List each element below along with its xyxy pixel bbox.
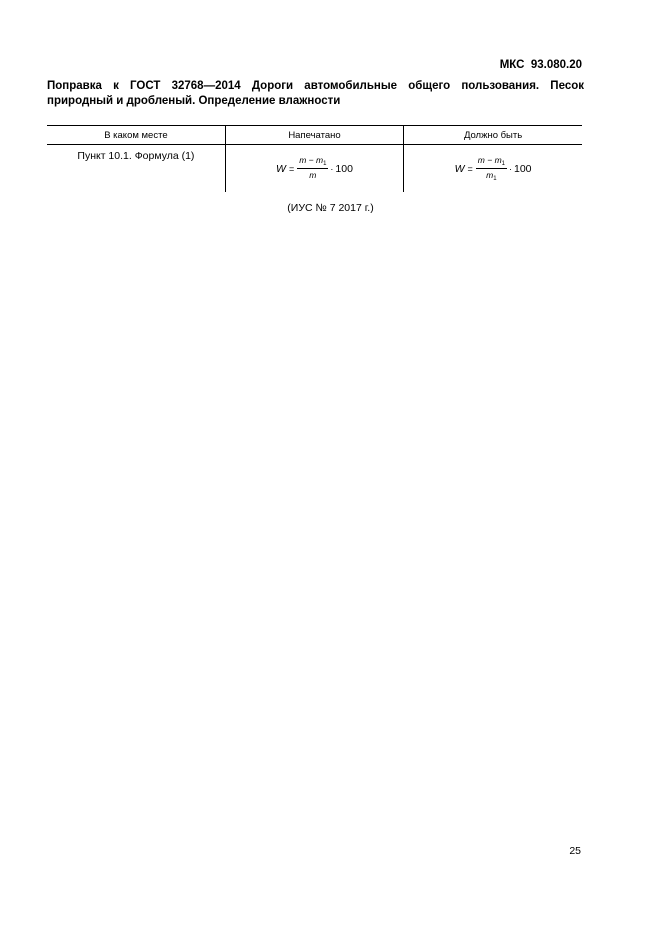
table-row (47, 145, 582, 193)
column-header-printed: Напечатано (225, 126, 403, 145)
formula-dot: · (330, 163, 334, 174)
formula-equals: = (288, 163, 295, 174)
formula-lhs: W (276, 162, 286, 175)
formula-fraction (297, 155, 328, 182)
cell-printed (225, 145, 403, 193)
formula-printed (276, 155, 353, 182)
table-header-row (47, 126, 582, 145)
page-number: 25 (569, 845, 581, 857)
ius-reference: (ИУС № 7 2017 г.) (287, 202, 374, 214)
formula-factor: 100 (514, 162, 532, 175)
mks-code: МКС 93.080.20 (499, 59, 582, 71)
corrections-table (47, 125, 582, 192)
document-title: Поправка к ГОСТ 32768—2014 Дороги автомобильные общего пользования. Песок природный и дробленый. Определение влажности (47, 80, 584, 107)
cell-correct (404, 145, 582, 193)
column-header-correct: Должно быть (404, 126, 582, 145)
formula-fraction (476, 155, 507, 182)
formula-factor: 100 (335, 162, 353, 175)
formula-numerator: $m - m_1$ (299, 155, 327, 167)
formula-correct (455, 155, 532, 182)
cell-place: Пункт 10.1. Формула (1) (77, 150, 195, 162)
formula-denominator: m (309, 170, 317, 180)
formula-lhs: W (454, 162, 465, 175)
formula-dot: · (509, 163, 512, 174)
formula-numerator: $m - m_1$ (477, 155, 505, 167)
column-header-place: В каком месте (47, 126, 225, 145)
formula-denominator: $m_1$ (486, 170, 497, 182)
formula-equals: = (467, 163, 473, 174)
